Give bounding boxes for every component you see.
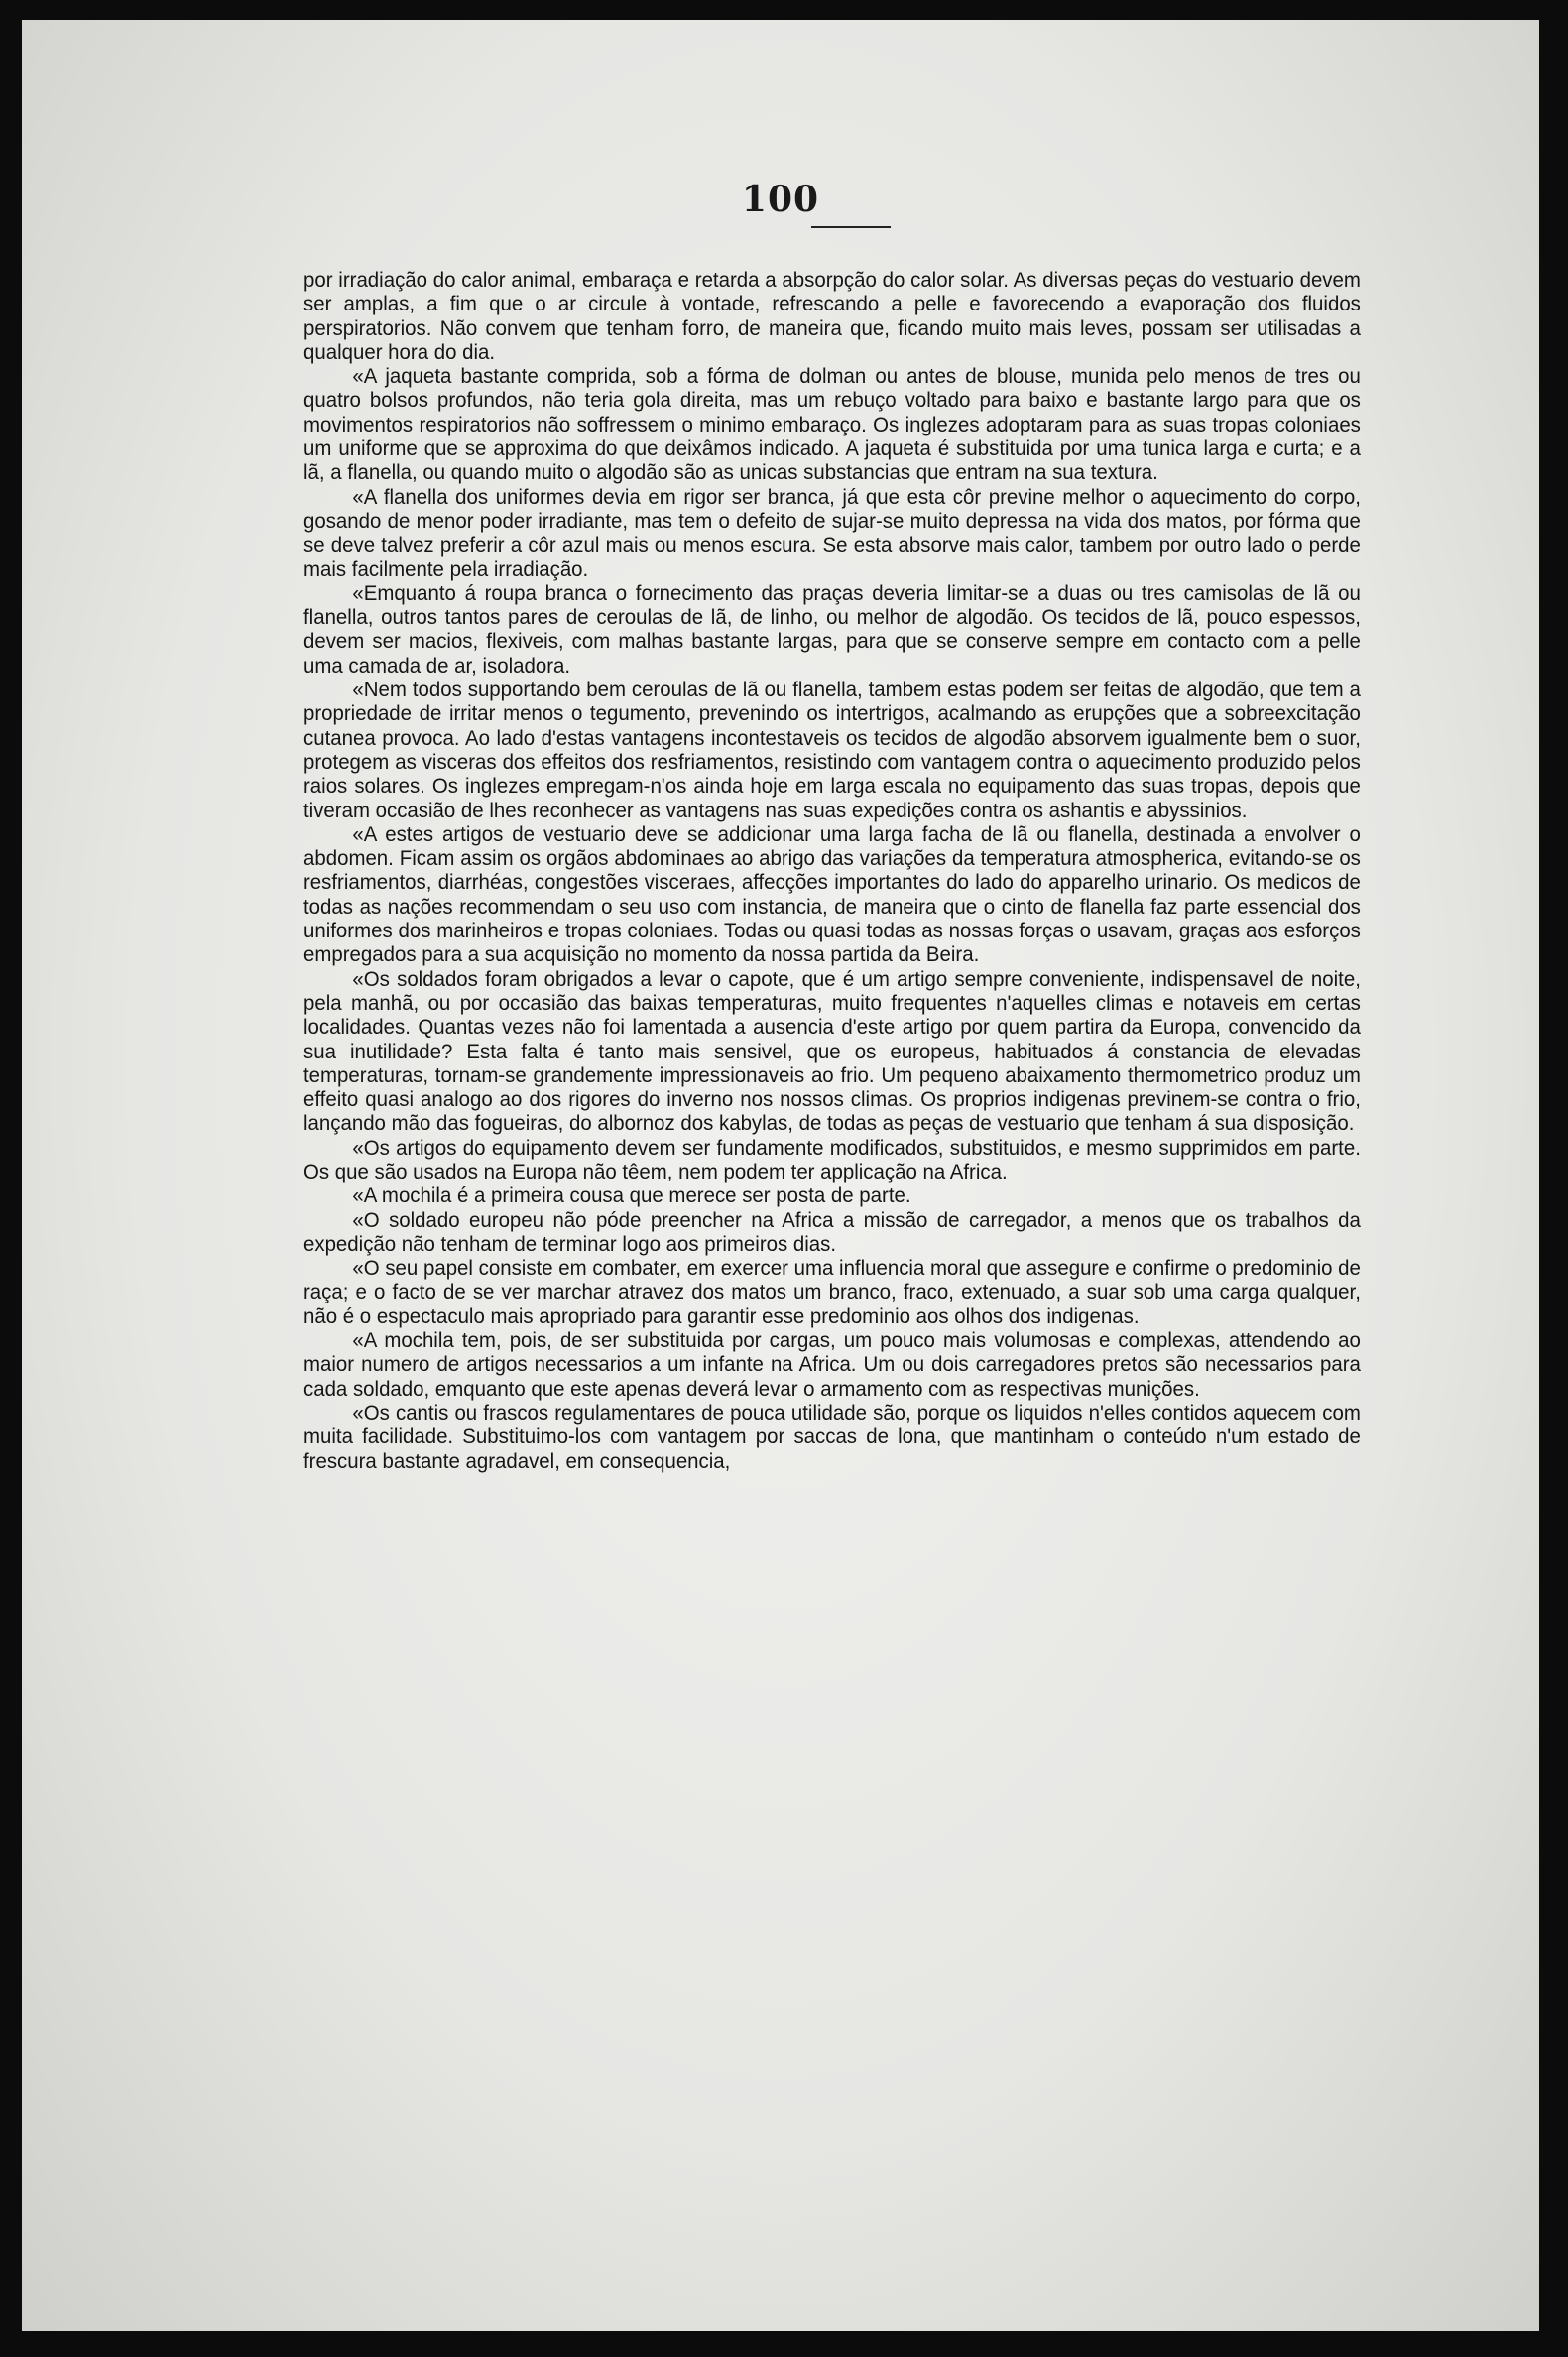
book-page (22, 20, 1539, 2331)
page-number-rule (811, 226, 891, 228)
paragraph: «Os artigos do equipamento devem ser fundamente modificados, substituidos, e mesmo supprimidos em parte. Os que são usados na Europa não têem, nem podem ter applicação na Africa. (303, 1135, 1361, 1183)
paragraph: «O seu papel consiste em combater, em exercer uma influencia moral que assegure e confirme o predominio de raça; e o facto de se ver marchar atravez dos matos um branco, fraco, extenuado, a suar sob uma carga qualquer, não é o espectaculo mais apropriado para garantir esse predominio aos olhos dos indigenas. (303, 1256, 1361, 1328)
text-body (303, 268, 1361, 1473)
paragraph: «Os cantis ou frascos regulamentares de pouca utilidade são, porque os liquidos n'elles contidos aquecem com muita facilidade. Substituimo-los com vantagem por saccas de lona, que mantinham o conteúdo n'um estado de frescura bastante agradavel, em consequencia, (303, 1400, 1361, 1473)
paragraph: «A jaqueta bastante comprida, sob a fórma de dolman ou antes de blouse, munida pelo menos de tres ou quatro bolsos profundos, não teria gola direita, mas um rebuço voltado para baixo e bastante largo para que os movimentos respiratorios não soffressem o minimo embaraço. Os inglezes adoptaram para as suas tropas coloniaes um uniforme que se approxima do que deixâmos indicado. A jaqueta é substituida por uma tunica larga e curta; e a lã, a flanella, ou quando muito o algodão são as unicas substancias que entram na sua textura. (303, 364, 1361, 485)
paragraph: «A flanella dos uniformes devia em rigor ser branca, já que esta côr previne melhor o aquecimento do corpo, gosando de menor poder irradiante, mas tem o defeito de sujar-se muito depressa na vida dos matos, por fórma que se deve talvez preferir a côr azul mais ou menos escura. Se esta absorve mais calor, tambem por outro lado o perde mais facilmente pela irradiação. (303, 484, 1361, 581)
paragraph: «Emquanto á roupa branca o fornecimento das praças deveria limitar-se a duas ou tres camisolas de lã ou flanella, outros tantos pares de ceroulas de lã, de linho, ou melhor de algodão. Os tecidos de lã, pouco espessos, devem ser macios, flexiveis, com malhas bastante largas, para que se conserve sempre em contacto com a pelle uma camada de ar, isoladora. (303, 580, 1361, 678)
paragraph: «Os soldados foram obrigados a levar o capote, que é um artigo sempre conveniente, indispensavel de noite, pela manhã, ou por occasião das baixas temperaturas, muito frequentes n'aquelles climas e notaveis em certas localidades. Quantas vezes não foi lamentada a ausencia d'este artigo por quem partira da Europa, convencido da sua inutilidade? Esta falta é tanto mais sensivel, que os europeus, habituados á constancia de elevadas temperaturas, tornam-se grandemente impressionaveis ao frio. Um pequeno abaixamento thermometrico produz um effeito quasi analogo ao dos rigores do inverno nos nossos climas. Os proprios indigenas previnem-se contra o frio, lançando mão das fogueiras, do albornoz dos kabylas, de todas as peças de vestuario que tenham á sua disposição. (303, 966, 1361, 1136)
paragraph: «Nem todos supportando bem ceroulas de lã ou flanella, tambem estas podem ser feitas de algodão, que tem a propriedade de irritar menos o tegumento, prevenindo os intertrigos, acalmando as erupções que a sobreexcitação cutanea provoca. Ao lado d'estas vantagens incontestaveis os tecidos de algodão absorvem igualmente bem o suor, protegem as visceras dos effeitos dos resfriamentos, resistindo com vantagem contra o aquecimento produzido pelos raios solares. Os inglezes empregam-n'os ainda hoje em larga escala no equipamento das suas tropas, depois que tiveram occasião de lhes reconhecer as vantagens nas suas expedições contra os ashantis e abyssinios. (303, 678, 1361, 822)
paragraph: «A estes artigos de vestuario deve se addicionar uma larga facha de lã ou flanella, destinada a envolver o abdomen. Ficam assim os orgãos abdominaes ao abrigo das variações da temperatura atmospherica, evitando-se os resfriamentos, diarrhéas, congestões visceraes, affecções importantes do lado do apparelho urinario. Os medicos de todas as nações recommendam o seu uso com instancia, de maneira que o cinto de flanella faz parte essencial dos uniformes dos marinheiros e tropas coloniaes. Todas ou quasi todas as nossas forças o usavam, graças aos esforços empregados para a sua acquisição no momento da nossa partida da Beira. (303, 821, 1361, 967)
paragraph: «O soldado europeu não póde preencher na Africa a missão de carregador, a menos que os trabalhos da expedição não tenham de terminar logo aos primeiros dias. (303, 1207, 1361, 1256)
paragraph: «A mochila é a primeira cousa que merece ser posta de parte. (352, 1183, 911, 1208)
page-number: 100 (741, 179, 820, 220)
paragraph: «A mochila tem, pois, de ser substituida por cargas, um pouco mais volumosas e complexas, attendendo ao maior numero de artigos necessarios a um infante na Africa. Um ou dois carregadores pretos são necessarios para cada soldado, emquanto que este apenas deverá levar o armamento com as respectivas munições. (303, 1328, 1361, 1401)
paragraph: por irradiação do calor animal, embaraça e retarda a absorpção do calor solar. As diversas peças do vestuario devem ser amplas, a fim que o ar circule à vontade, refrescando a pelle e favorecendo a evaporação dos fluidos perspiratorios. Não convem que tenham forro, de maneira que, ficando muito mais leves, possam ser utilisadas a qualquer hora do dia. (303, 268, 1361, 364)
